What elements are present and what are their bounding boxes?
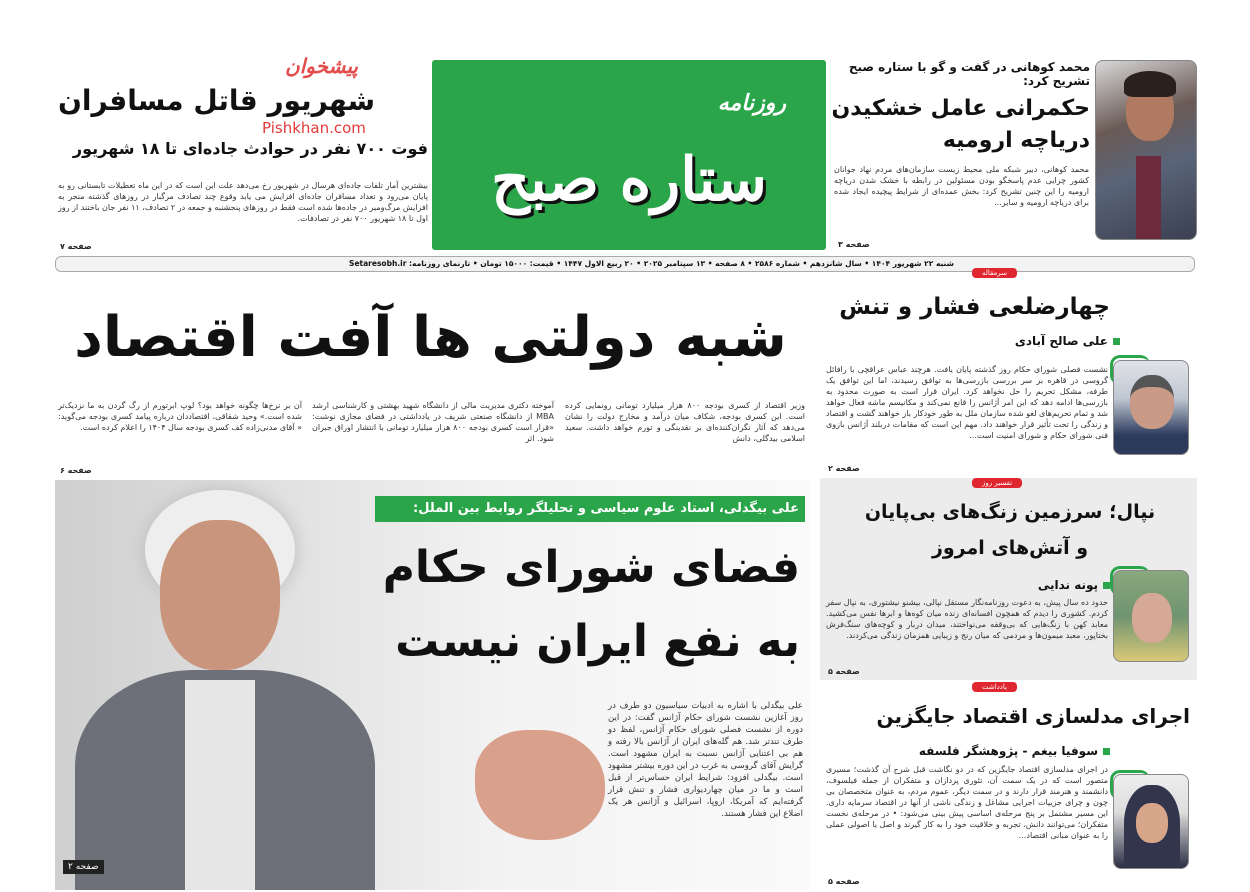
top-right-body: محمد کوهانی، دبیر شبکه ملی محیط زیست سازمان‌های مردم نهاد جوانان کشور چرایی عدم پاسخگو بودن مسئولین در رابطه با خشک شدن دریاچه ارومیه را این چنین تشریح کرد: بخش عمده‌ای از شرایط پیچیده ایجاد شده برای دریاچه ارومیه و سایر... <box>834 165 1089 207</box>
bigdeli-photo <box>75 490 395 890</box>
page-ref-badge[interactable]: صفحه ۲ <box>63 860 104 874</box>
sidebar-2-author <box>870 578 1110 593</box>
top-right-headline-1[interactable]: حکمرانی عامل خشکیدن <box>831 96 1090 121</box>
sidebar-1-author-name: علی صالح آبادی <box>1014 334 1108 348</box>
top-right-page-ref[interactable]: صفحه ۳ <box>838 240 870 249</box>
tag-note: یادداشت <box>972 682 1017 692</box>
interview-kicker: علی بیگدلی، استاد علوم سیاسی و تحلیلگر روابط بین الملل: <box>375 496 805 522</box>
interview-headline-2[interactable]: به نفع ایران نیست <box>395 616 800 667</box>
sidebar-3-author-name: سوفیا بیغم - پژوهشگر فلسفه <box>918 744 1098 758</box>
sidebar-1-body: نشست فصلی شورای حکام روز گذشته پایان یافت. هرچند عباس عراقچی با رافائل گروسی در قاهره بر سر بررسی بازرسی‌ها به توافق رسیدند، اما این توافق یک طرفه، مشکل تحریم را حل نخواهد کرد. ایران قرار است به صورت محدود به بازرسی‌ها ادامه دهد که این امر آژانس را قانع نمی‌کند و مکانیسم ماشه فعال خواهد شد و تمام تحریم‌های لغو شده سازمان ملل به طور خودکار باز خواهند گشت و اقتصاد و زندگی را تحت تأثیر قرار خواهند داد. مهم این است که مقامات دربلند آژانس بازوی فنی شورای حکام و شورای امنیت است... <box>826 365 1108 440</box>
bullet-square-icon <box>1103 582 1110 589</box>
sidebar-2-author-name: پونه ندایی <box>1037 578 1098 592</box>
top-left-subhead: فوت ۷۰۰ نفر در حوادث جاده‌ای تا ۱۸ شهریور <box>72 139 428 158</box>
sidebar-1-page-ref[interactable]: صفحه ۲ <box>828 464 860 473</box>
dateline-text: شنبه ۲۲ شهریور ۱۴۰۴ • سال شانزدهم • شماره ۲۵۸۶ • ۸ صفحه • ۱۳ سپتامبر ۲۰۲۵ • ۲۰ ربیع الاول ۱۴۴۷ • قیمت: ۱۵۰۰۰ تومان • تارنمای روزنامه: Setaresobh.ir <box>349 259 954 268</box>
bullet-square-icon <box>1113 338 1120 345</box>
interview-headline-1[interactable]: فضای شورای حکام <box>382 542 800 593</box>
main-page-ref[interactable]: صفحه ۶ <box>60 466 92 475</box>
tag-commentary: تفسیر روز <box>972 478 1022 488</box>
logo-main-text: ستاره صبح <box>491 145 767 215</box>
top-right-kicker: محمد کوهانی در گفت و گو با ستاره صبح تشریح کرد: <box>848 60 1090 88</box>
top-left-page-ref[interactable]: صفحه ۷ <box>60 242 92 251</box>
watermark-fa: پیشخوان <box>285 54 358 78</box>
top-right-headline-2[interactable]: دریاچه ارومیه <box>942 128 1090 153</box>
interview-body: علی بیگدلی با اشاره به ادبیات سیاسیون دو طرف در روز آغازین نشست شورای حکام آژانس گفت: در این دوره از نشست فصلی شورای حکام آژانس، لفظ دو طرف تندتر شد. هم گله‌های ایران از آژانس بالا رفته و هم بی اعتنایی آژانس نسبت به ایران مشهود است. گرایش آقای گروسی به غرب در این دوره بیشتر مشهود است. بیگدلی افزود: شرایط ایران حساس‌تر از قبل است و ما در میان چهاردیواری فشار و تنش قرار گرفته‌ایم که آمریکا، اروپا، اسرائیل و آژانس هر یک اضلاع این فشار هستند. <box>608 701 803 819</box>
logo-small-text: روزنامه <box>717 90 786 116</box>
bullet-square-icon <box>1103 748 1110 755</box>
masthead-logo[interactable] <box>432 60 826 250</box>
sidebar-3-page-ref[interactable]: صفحه ۵ <box>828 877 860 886</box>
sidebar-2-page-ref[interactable]: صفحه ۵ <box>828 667 860 676</box>
sidebar-3-author <box>830 744 1110 759</box>
hand-photo <box>475 730 605 840</box>
sidebar-1-headline[interactable]: چهارضلعی فشار و تنش <box>839 294 1110 320</box>
author-photo-beigham <box>1113 774 1189 869</box>
top-left-body: بیشترین آمار تلفات جاده‌ای هرسال در شهریور رخ می‌دهد علت این است که در این ماه تعطیلات تابستانی رو به پایان می‌رود و تعداد مسافران جاده‌ای افزایش می یابد وقوع چند تصادف مرگبار در روزهای گذشته منجر به افزایش مرگ‌ومیر در جاده‌ها شده است فقط در روزهای پنجشنبه و جمعه در ۲ تصادف، ۱۱ نفر جان باختند از روز اول تا ۱۸ شهریور ۷۰۰ نفر در تصادفات. <box>58 181 429 223</box>
kohani-photo <box>1095 60 1197 240</box>
sidebar-3-headline[interactable]: اجرای مدلسازی اقتصاد جایگزین <box>876 704 1190 728</box>
top-left-headline[interactable]: شهریور قاتل مسافران <box>58 84 376 117</box>
main-column-3: آن بر نرخ‌ها چگونه خواهد بود؟ لوپ ابرتورم از رگ گردن به ما نزدیک‌تر شده است.» وحید شقاقی، اقتصاددان درباره پیامد کسری بودجه می‌گوید: « آقای مدنی‌زاده کف کسری بودجه سال ۱۴۰۴ را اعلام کرده است. <box>58 401 302 432</box>
sidebar-2-headline[interactable]: نپال؛ سرزمین زنگ‌های بی‌پایان و آتش‌های امروز <box>864 501 1156 559</box>
sidebar-2-body: حدود ده سال پیش، به دعوت روزنامه‌نگار مستقل نپالی، بیشنو نیشتوری، به نپال سفر کردم. کشوری را دیدم که همچون افسانه‌ای زنده میان کوه‌ها و ابرها نفس می‌کشید. معابد کهن با زنگ‌هایی که بی‌وقفه می‌نواختند، میدان دربار و کوچه‌های سنگ‌فرش بختاپور، معبد میمون‌ها و مردمی که میان رنج و زیبایی همزمان زندگی می‌کردند. <box>826 598 1108 640</box>
watermark-en: Pishkhan.com <box>262 119 366 137</box>
sidebar-3-body: در اجرای مدلسازی اقتصاد جایگزین که در دو نگاشت قبل شرح آن گذشت؛ مسیری متصور است که در یک سمت آن، تئوری پردازان و متفکران از جمله فیلسوف، دانشمند و هنرمند قرار دارند و در سمت دیگر، عموم مردم، به عنوان متخصصان بی چون و چرای جزییات اجرایی مشاغل و زندگی ناشی از آنها در اقتصاد سرمایه داری. این مسیر مشتمل بر پنج مرحله‌ی اساسی پیش بینی می‌شود: • در مرحله‌ی نخست متفکران؛ می‌توانند دانش، تجربه و خلاقیت خود را به کار گیرند و اصل یا اصولی عملی را به عنوان مبانی اقتصاد... <box>826 765 1108 840</box>
dateline-bar <box>55 256 1195 272</box>
author-photo-nedaei <box>1113 570 1189 662</box>
main-headline[interactable]: شبه دولتی ها آفت اقتصاد <box>74 305 787 370</box>
tag-editorial: سرمقاله <box>972 268 1017 278</box>
main-column-2: آموخته دکتری مدیریت مالی از دانشگاه شهید بهشتی و کارشناسی ارشد MBA از دانشگاه صنعتی شریف در یادداشتی در فضای مجازی نوشت: «قرار است کسری بودجه ۸۰۰ هزار میلیارد تومانی با انتشار اوراق جبران شود. اثر <box>312 401 555 443</box>
main-column-1: وزیر اقتصاد از کسری بودجه ۸۰۰ هزار میلیارد تومانی رونمایی کرده است. این کسری بودجه، شکاف میان درآمد و مخارج دولت را نشان می‌دهد که آثار نگران‌کننده‌ای بر نقدینگی و تورم خواهد داشت. سعید اسلامی بیدگلی، دانش <box>565 401 806 443</box>
sidebar-1-author <box>820 334 1120 349</box>
author-photo-salehabadi <box>1113 360 1189 455</box>
